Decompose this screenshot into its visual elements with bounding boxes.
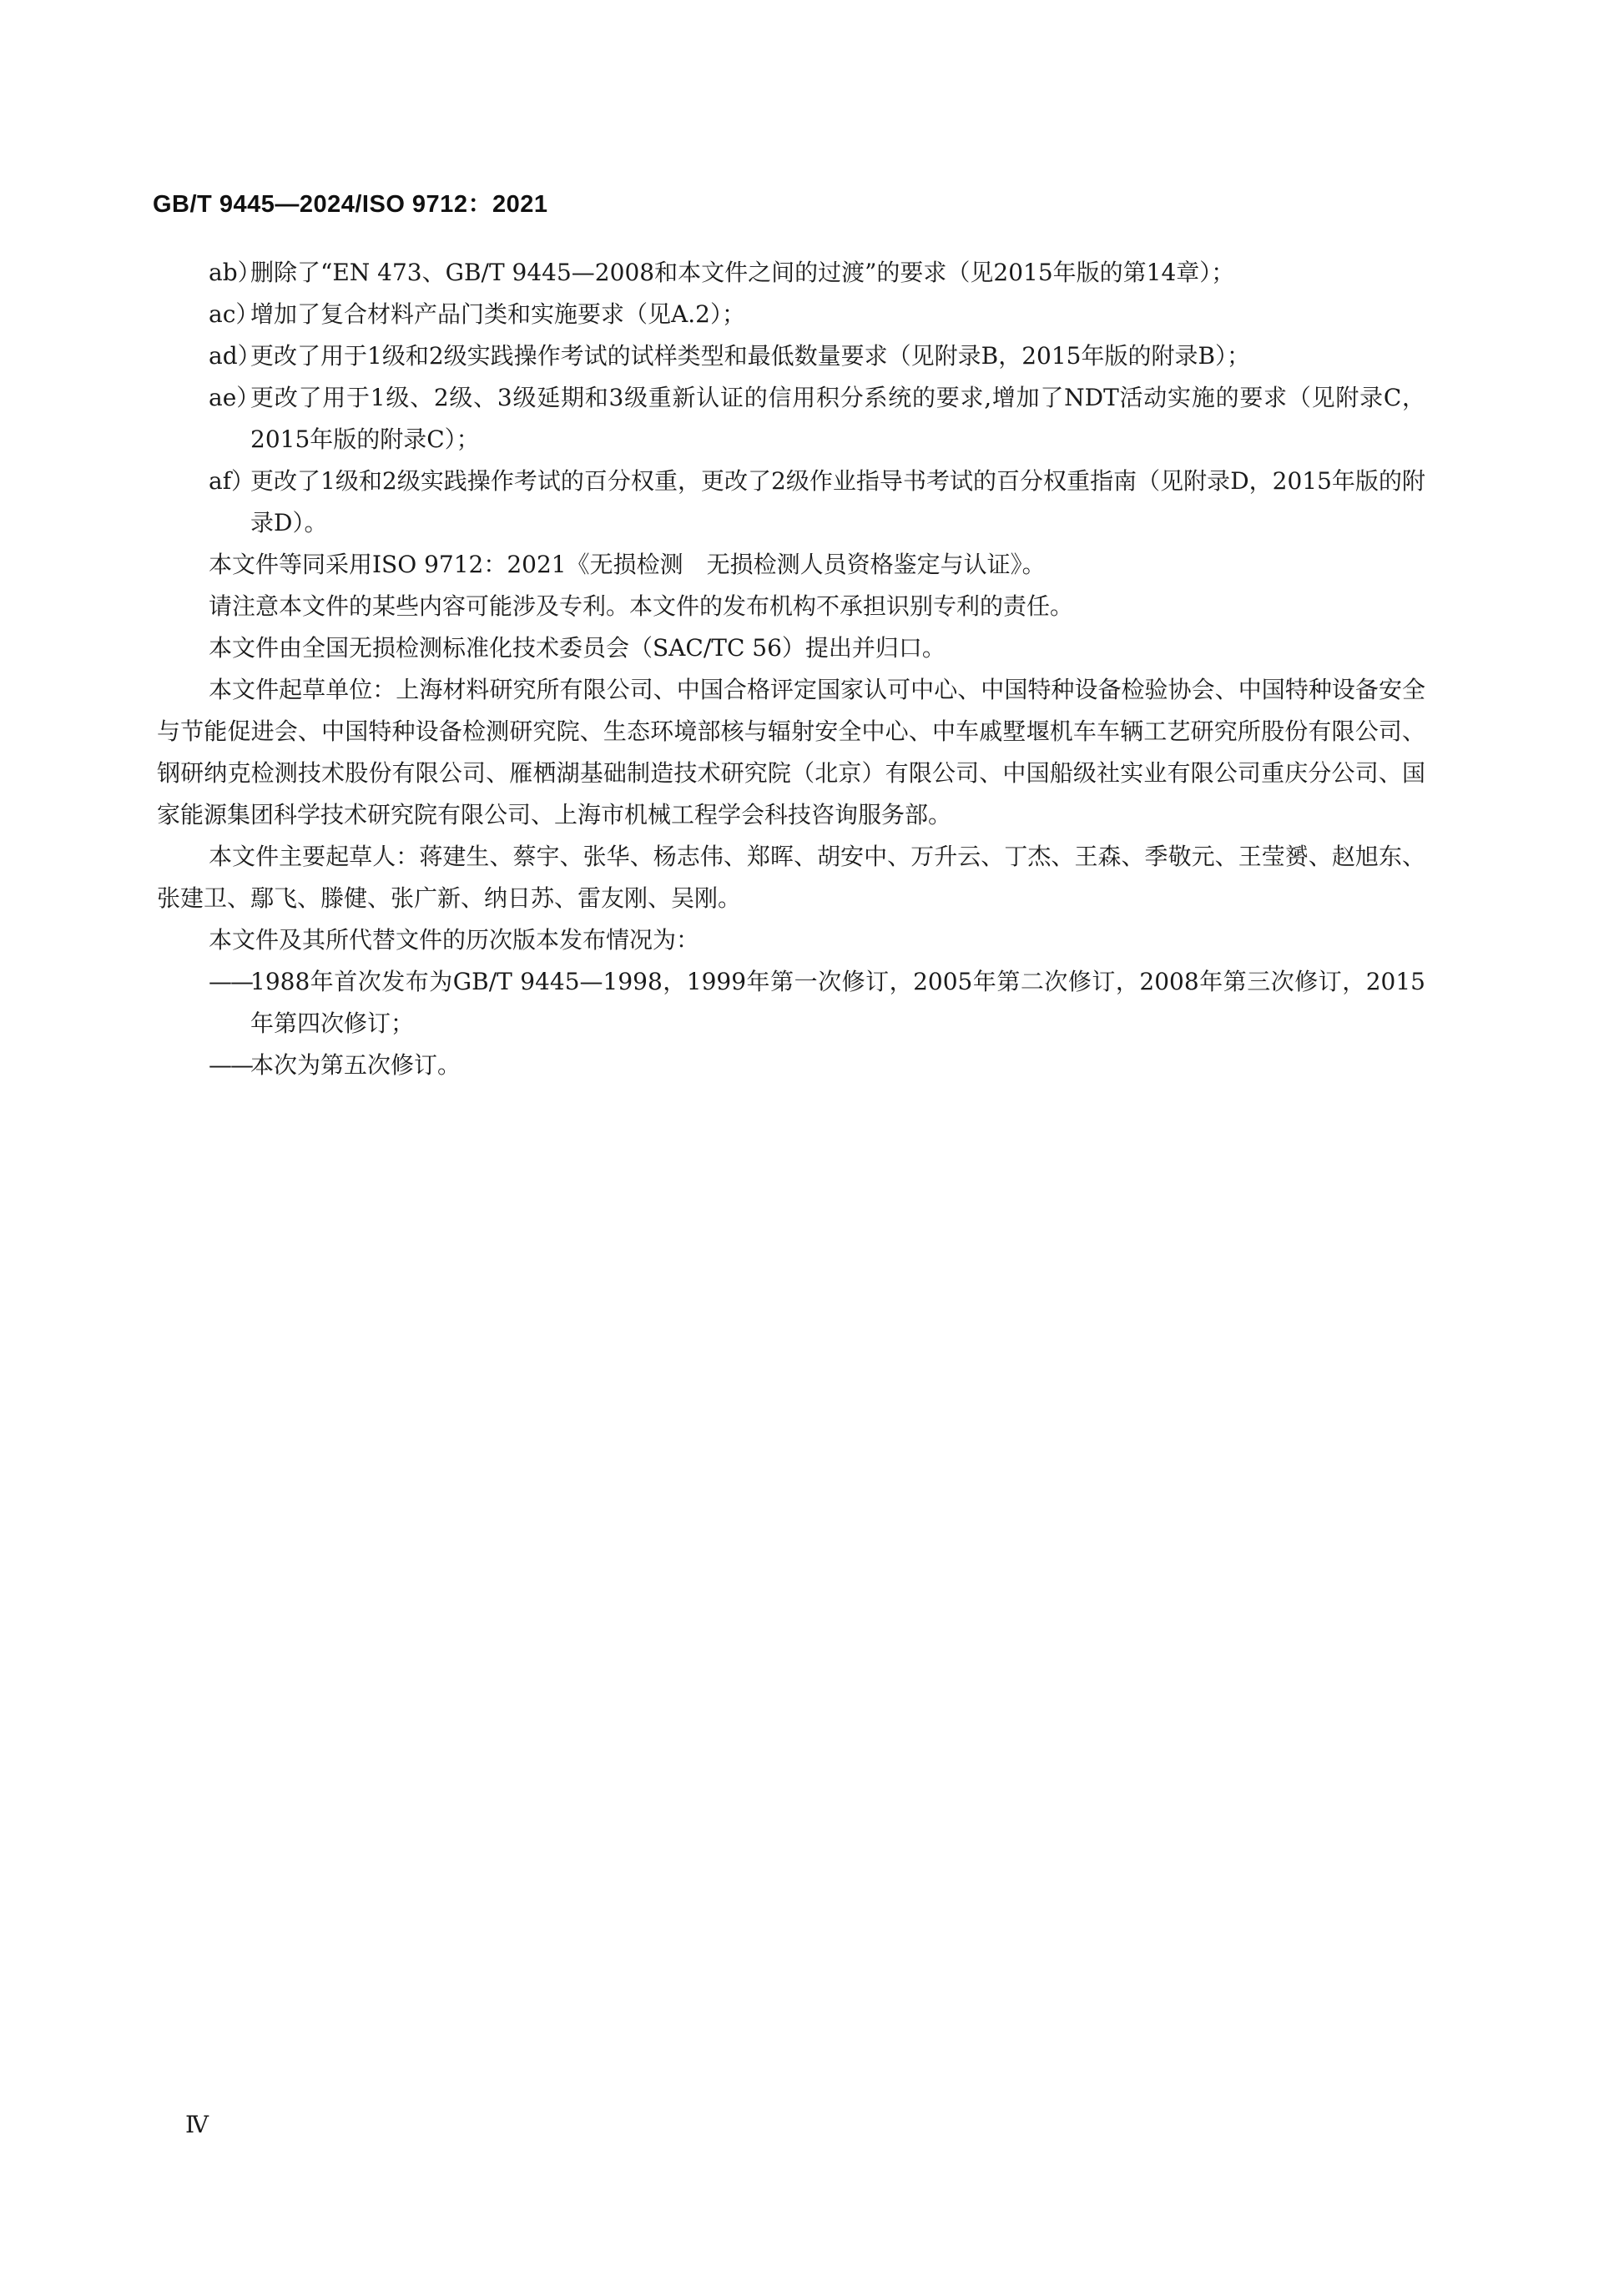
list-item xyxy=(157,335,1425,377)
list-item-text: 更改了用于1级、2级、3级延期和3级重新认证的信用积分系统的要求,增加了NDT活动实施的要求（见附录C，2015年版的附录C）； xyxy=(250,384,1425,453)
adoption-paragraph: 本文件等同采用ISO 9712：2021《无损检测 无损检测人员资格鉴定与认证》。 xyxy=(209,551,1046,578)
list-item-text: 更改了1级和2级实践操作考试的百分权重，更改了2级作业指导书考试的百分权重指南（见附录D，2015年版的附录D）。 xyxy=(250,467,1425,536)
history-item-dash: —— xyxy=(209,1051,252,1079)
history-item-dash: —— xyxy=(209,968,252,995)
history-item xyxy=(157,961,1425,1045)
list-item-marker: ad） xyxy=(209,342,261,370)
main-content xyxy=(157,252,1425,1086)
list-item xyxy=(157,461,1425,544)
list-item xyxy=(157,294,1425,335)
drafting-units-paragraph: 本文件起草单位：上海材料研究所有限公司、中国合格评定国家认可中心、中国特种设备检验协会、中国特种设备安全与节能促进会、中国特种设备检测研究院、生态环境部核与辐射安全中心、中车戚墅堰机车车辆工艺研究所股份有限公司、钢研纳克检测技术股份有限公司、雁栖湖基础制造技术研究院（北京）有限公司、中国船级社实业有限公司重庆分公司、国家能源集团科学技术研究院有限公司、上海市机械工程学会科技咨询服务部。 xyxy=(157,676,1425,828)
list-item xyxy=(157,377,1425,461)
history-item xyxy=(157,1045,1425,1086)
patent-paragraph: 请注意本文件的某些内容可能涉及专利。本文件的发布机构不承担识别专利的责任。 xyxy=(209,592,1074,620)
list-item-marker: ab） xyxy=(209,259,261,286)
history-item-text: 本次为第五次修订。 xyxy=(250,1051,461,1079)
list-item-marker: af） xyxy=(209,467,255,495)
list-item-text: 删除了“EN 473、GB/T 9445—2008和本文件之间的过渡”的要求（见2015年版的第14章）； xyxy=(250,259,1235,286)
drafters-paragraph: 本文件主要起草人：蒋建生、蔡宇、张华、杨志伟、郑晖、胡安中、万升云、丁杰、王森、季敬元、王莹赟、赵旭东、张建卫、鄢飞、滕健、张广新、纳日苏、雷友刚、吴刚。 xyxy=(157,843,1425,912)
history-item-text: 1988年首次发布为GB/T 9445—1998，1999年第一次修订，2005年第二次修订，2008年第三次修订，2015年第四次修订； xyxy=(250,968,1425,1037)
page-number: Ⅳ xyxy=(185,2111,209,2138)
history-intro-paragraph: 本文件及其所代替文件的历次版本发布情况为： xyxy=(209,926,700,954)
list-item-text: 更改了用于1级和2级实践操作考试的试样类型和最低数量要求（见附录B，2015年版的附录B）； xyxy=(250,342,1251,370)
list-item-marker: ac） xyxy=(209,300,260,328)
list-item xyxy=(157,252,1425,294)
proposer-paragraph: 本文件由全国无损检测标准化技术委员会（SAC/TC 56）提出并归口。 xyxy=(209,634,946,662)
list-item-marker: ae） xyxy=(209,384,260,411)
list-item-text: 增加了复合材料产品门类和实施要求（见A.2）； xyxy=(250,300,745,328)
document-number-header: GB/T 9445—2024/ISO 9712：2021 xyxy=(153,191,548,218)
